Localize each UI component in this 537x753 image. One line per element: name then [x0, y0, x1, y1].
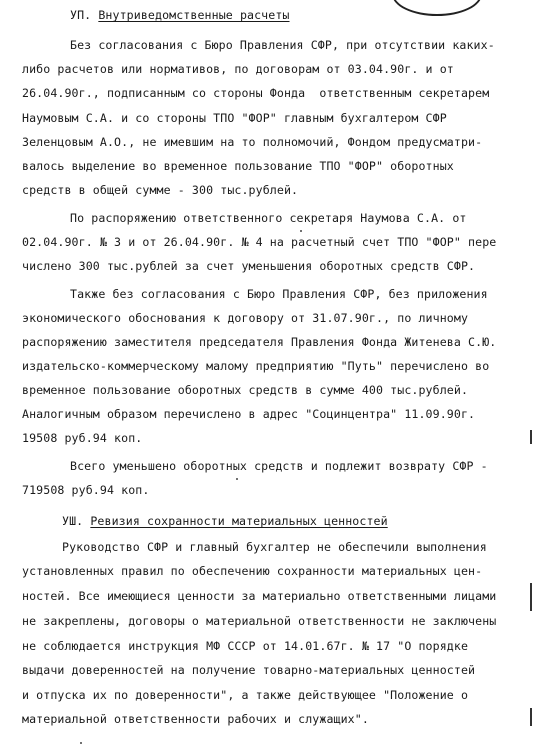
text-line-20: Руководство СФР и главный бухгалтер не обеспечили выполнения — [62, 540, 487, 554]
text-line-12: экономического обоснования к договору от 31.07.90г., по личному — [22, 311, 469, 325]
section-8-number: УШ. — [62, 514, 84, 528]
text-line-18: Всего уменьшено оборотных средств и подлежит возврату СФР - — [70, 459, 488, 473]
section-7-heading — [70, 8, 290, 22]
text-line-25: выдачи доверенностей на получение товарно-материальных ценностей — [22, 663, 476, 677]
section-8-heading — [62, 514, 388, 528]
text-line-24: не соблюдается инструкция МФ СССР от 14.01.67г. № 17 "О порядке — [22, 639, 469, 653]
text-line-7: средств в общей сумме - 300 тыс.рублей. — [22, 183, 299, 197]
scan-speck — [80, 742, 82, 744]
text-line-8: По распоряжению ответственного секретаря Наумова С.А. от — [70, 211, 467, 225]
text-line-6: валось выделение во временное пользование ТПО "ФОР" оборотных — [22, 159, 454, 173]
text-line-14: издательско-коммерческому малому предприятию "Путь" перечислено во — [22, 359, 490, 373]
section-8-title: Ревизия сохранности материальных ценностей — [90, 514, 388, 528]
text-line-19: 719508 руб.94 коп. — [22, 483, 150, 497]
text-line-1: Без согласования с Бюро Правления СФР, при отсутствии каких- — [70, 38, 495, 52]
text-line-22: ностей. Все имеющиеся ценности за материально ответственными лицами — [22, 589, 497, 603]
text-line-3: 26.04.90г., подписанным со стороны Фонда ответственным секретарем — [22, 86, 490, 100]
text-line-17: 19508 руб.94 коп. — [22, 431, 143, 445]
scan-speck — [236, 478, 238, 480]
section-7-title: Внутриведомственные расчеты — [98, 8, 290, 22]
stamp-mark — [392, 0, 482, 16]
text-line-26: и отпуска их по доверенности", а также действующее "Положение о — [22, 688, 469, 702]
text-line-9: 02.04.90г. № 3 и от 26.04.90г. № 4 на расчетный счет ТПО "ФОР" пере — [22, 235, 497, 249]
text-line-27: материальной ответственности рабочих и служащих". — [22, 712, 369, 726]
scan-speck — [300, 230, 302, 232]
text-line-11: Также без согласования с Бюро Правления СФР, без приложения — [70, 287, 488, 301]
text-line-13: распоряжению заместителя председателя Правления Фонда Житенева С.Ю. — [22, 335, 497, 349]
text-line-5: Зеленцовым А.О., не имевшим на то полномочий, Фондом предусматри- — [22, 135, 483, 149]
margin-mark — [530, 430, 532, 444]
margin-mark — [530, 708, 532, 726]
text-line-15: временное пользование оборотных средств в сумме 400 тыс.рублей. — [22, 383, 469, 397]
text-line-10: числено 300 тыс.рублей за счет уменьшения оборотных средств СФР. — [22, 259, 476, 273]
text-line-16: Аналогичным образом перечислено в адрес "Социнцентра" 11.09.90г. — [22, 407, 476, 421]
text-line-4: Наумовым С.А. и со стороны ТПО "ФОР" главным бухгалтером СФР — [22, 111, 447, 125]
text-line-2: либо расчетов или нормативов, по договорам от 03.04.90г. и от — [22, 62, 454, 76]
margin-mark — [530, 583, 532, 611]
text-line-21: установленных правил по обеспечению сохранности материальных цен- — [22, 564, 483, 578]
section-7-number: УП. — [70, 8, 92, 22]
text-line-23: не закреплены, договоры о материальной ответственности не заключены — [22, 614, 497, 628]
